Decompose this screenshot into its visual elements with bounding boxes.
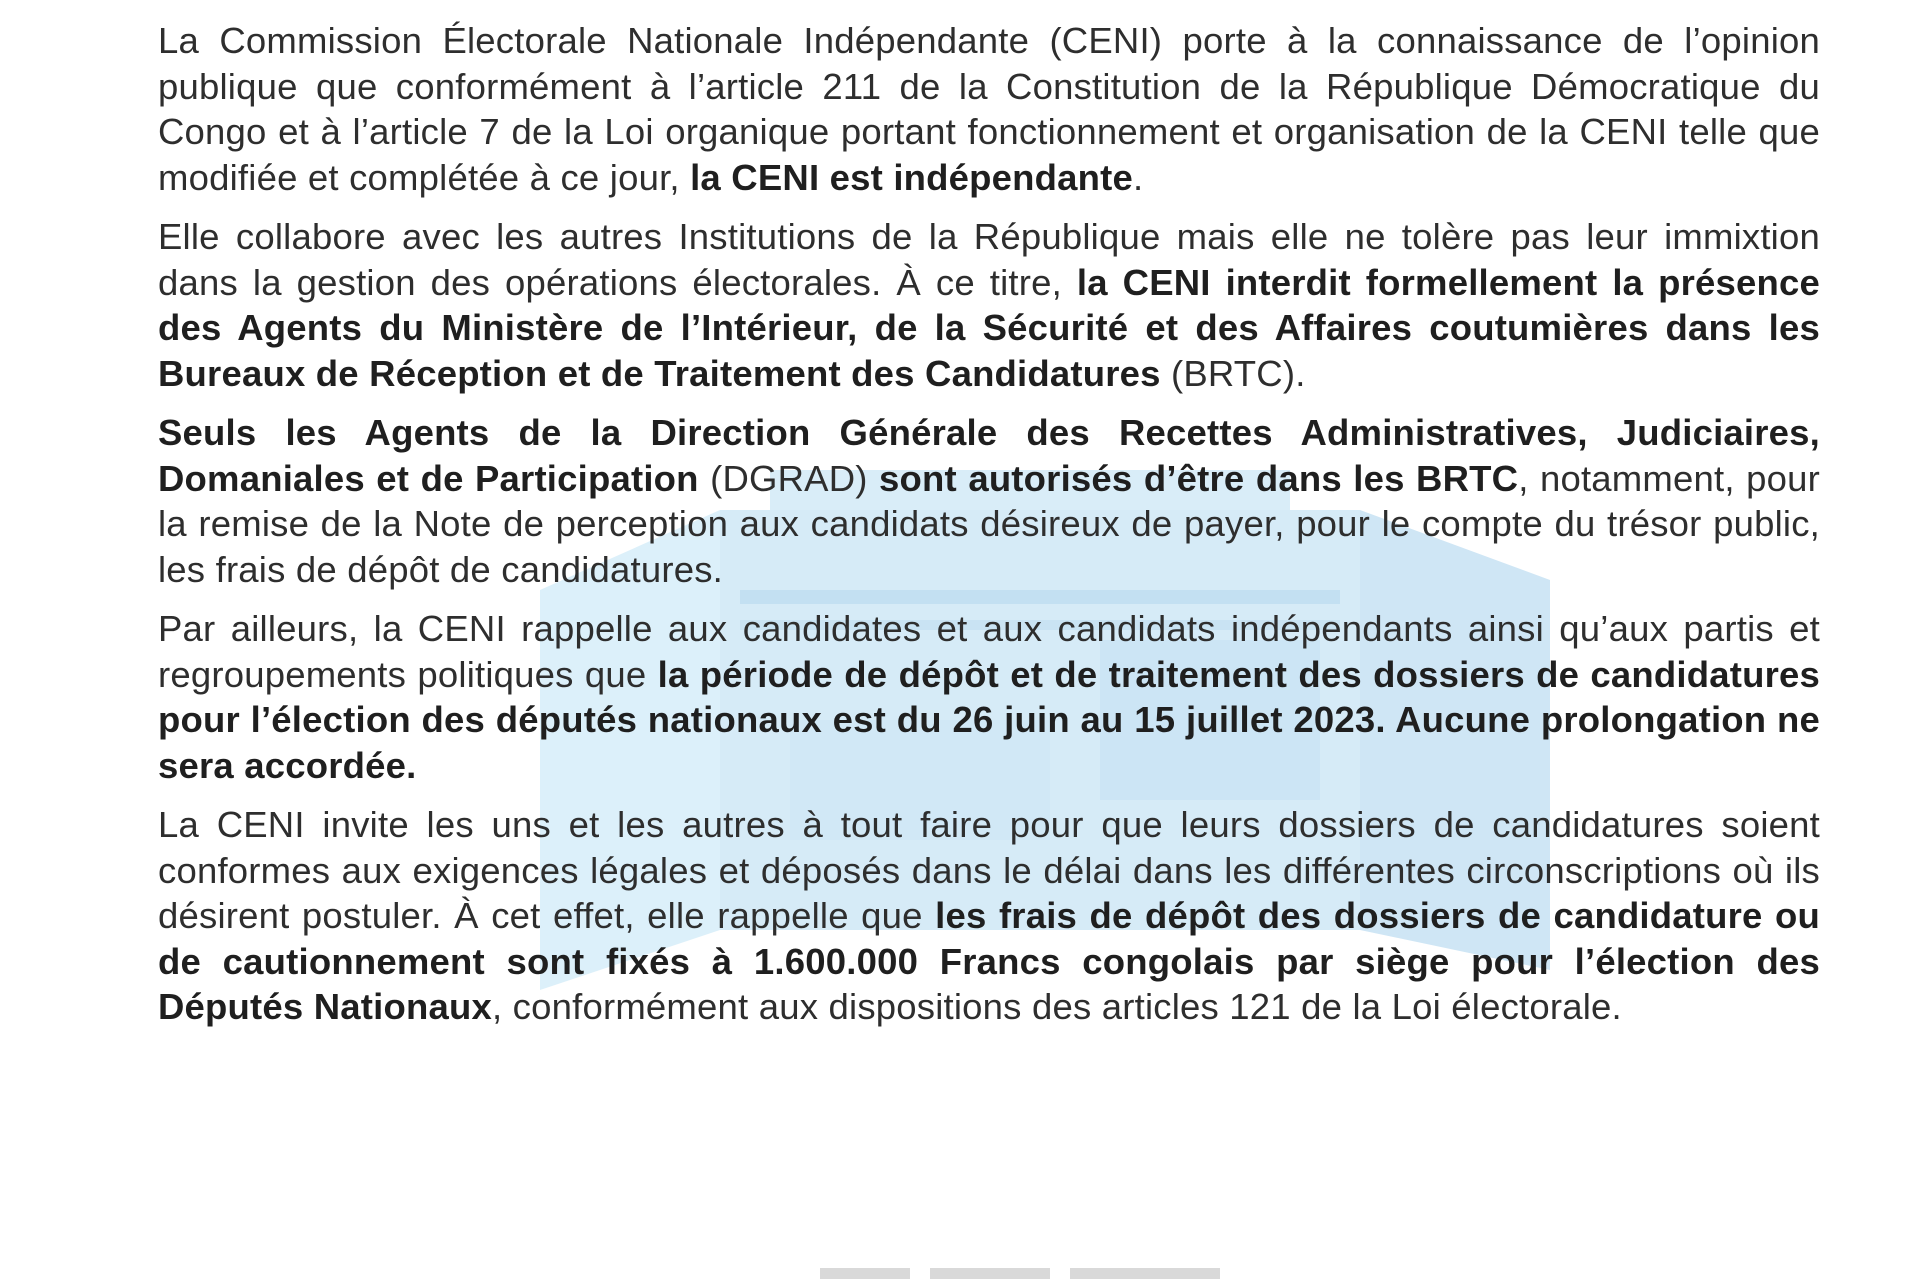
bold-segment: la période de dépôt et de traitement des dossiers de candidatures pour l’élection des députés nationaux est du 26 juin au 15 juillet 2023. Aucune prolongation ne sera accordée. xyxy=(158,653,1821,786)
bold-segment: Seuls les Agents de la Direction Générale des Recettes Administratives, Judiciaires, Domaniales et de Participation xyxy=(158,412,1820,499)
paragraph-ceni-independence xyxy=(158,18,1820,200)
text-segment: (DGRAD) xyxy=(698,457,880,499)
cut-off-signature-line xyxy=(820,1262,1240,1279)
text-segment: . xyxy=(1132,156,1144,198)
text-segment: La Commission Électorale Nationale Indépendante (CENI) porte à la connaissance de l’opinion publique que conformément à l’article 211 de la Constitution de la République Démocratique du Congo et à l’article 7 de la Loi organique portant fonctionnement et organisation de la CENI telle que modifiée et complétée à ce jour, xyxy=(158,20,1820,198)
text-segment: Par ailleurs, la CENI rappelle aux candidates et aux candidats indépendants ainsi qu’aux partis et regroupements politiques que xyxy=(158,608,1820,695)
text-segment: Elle collabore avec les autres Institutions de la République mais elle ne tolère pas leur immixtion dans la gestion des opérations électorales. À ce titre, xyxy=(158,216,1820,303)
communique-body xyxy=(158,18,1820,1044)
text-segment: , notamment, pour la remise de la Note de perception aux candidats désireux de payer, pour le compte du trésor public, les frais de dépôt de candidatures. xyxy=(158,457,1820,590)
paragraph-deposit-period xyxy=(158,606,1820,788)
text-segment: , conformément aux dispositions des articles 121 de la Loi électorale. xyxy=(492,986,1622,1027)
paragraph-deposit-fees xyxy=(158,802,1820,1030)
bold-segment: les frais de dépôt des dossiers de candidature ou de cautionnement sont fixés à 1.600.000 Francs congolais par siège pour l’élection des Députés Nationaux xyxy=(158,895,1820,1027)
paragraph-collaboration xyxy=(158,214,1820,396)
bold-segment: sont autorisés d’être dans les BRTC xyxy=(879,457,1519,499)
bold-segment: la CENI interdit formellement la présence des Agents du Ministère de l’Intérieur, de la Sécurité et des Affaires coutumières dans les Bureaux de Réception et de Traitement des Candidatures xyxy=(158,261,1820,394)
bold-segment: la CENI est indépendante xyxy=(690,156,1133,198)
text-segment: La CENI invite les uns et les autres à tout faire pour que leurs dossiers de candidatures soient conformes aux exigences légales et déposés dans le délai dans les différentes circonscriptions où ils désirent postuler. À cet effet, elle rappelle que xyxy=(158,804,1820,936)
text-segment: (BRTC). xyxy=(1160,352,1306,394)
paragraph-dgrad-agents xyxy=(158,410,1820,592)
